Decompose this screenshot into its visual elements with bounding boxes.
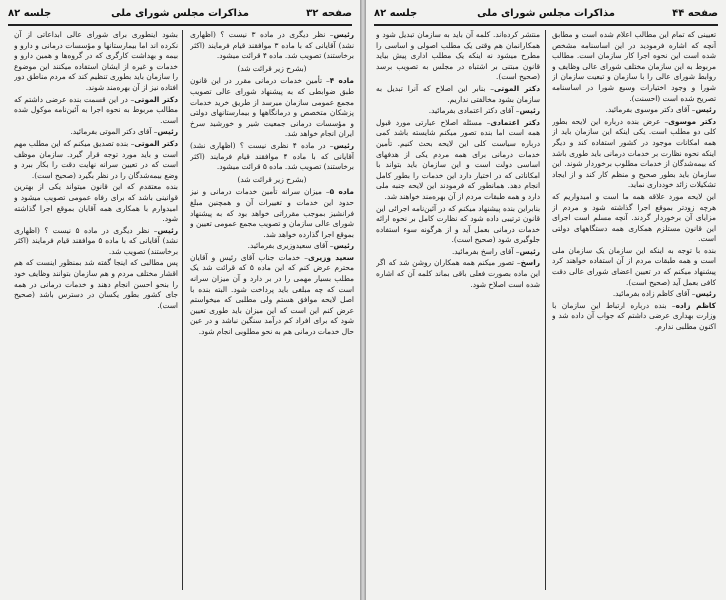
speaker-name: رئیس <box>519 246 540 256</box>
paragraph <box>376 258 540 290</box>
paragraph <box>190 175 354 186</box>
paragraph-text: – خدمات جناب آقای رئیس و آقایان محترم عرض کنم که این ماده ۵ که قرائت شد یک مطلب بسیار مهمی را در بر دارد و آن میزان سرانه است که چه مبلغی باید پرداخت شود. البته بنده با اصل لایحه موافق هستم ولی مطلبی که میخواستم عرض کنم این است که این میزان باید طوری تعیین شود که برای افراد کم درآمد سنگین نباشد و در عین حال خدمات درمانی هم به نحو مطلوبی انجام شود. <box>190 252 354 337</box>
left-header-title: مذاکرات مجلس شورای ملی <box>111 8 249 19</box>
left-page-header <box>8 6 352 22</box>
paragraph-text: پس مطالبی که اینجا گفته شد بمنظور اینست که هم اقشار مختلف مردم و هم سازمان بتوانند وظایف خود را بنحو احسن انجام دهند و خدمات درمانی در همه جای کشور بطور یکسان در دسترس باشد (صحیح است). <box>14 258 178 310</box>
right-header-title: مذاکرات مجلس شورای ملی <box>477 8 615 19</box>
paragraph-text: – بنده درباره ارتباط این سازمان با وزارت بهداری عرضی داشتم که جواب آن داده شد و اکنون مطلبی ندارم. <box>552 300 716 332</box>
speaker-name: دکتر الموتی <box>134 138 178 148</box>
paragraph <box>14 182 178 224</box>
paragraph-text: این لایحه مورد علاقه همه ما است و امیدواریم که هرچه زودتر بموقع اجرا گذاشته شود و مردم از مزایای آن برخوردار گردند. آنچه مسلم است اجرای این قانون مستلزم همکاری همه دستگاههای دولتی است. <box>552 191 716 244</box>
paragraph-text: – آقای دکتر الموتی بفرمائید. <box>70 127 158 137</box>
speaker-name: راسخ <box>520 258 540 268</box>
paragraph-text: – بنده تصدیق میکنم که این مطلب مهم است و باید مورد توجه قرار گیرد. سازمان موظف است که در تعیین سرانه نهایت دقت را بکار ببرد و وضع بیمه‌شدگان را در نظر بگیرد (صحیح است). <box>14 138 178 180</box>
paragraph <box>552 289 716 300</box>
paragraph-text: (بشرح زیر قرائت شد) <box>237 174 307 184</box>
right-page <box>366 0 726 600</box>
paragraph-text: بشود اینطوری برای شورای عالی ابداعاتی از آن نکرده اند اما بیمارستانها و مؤسسات درمانی و دارو و بیمه و بهداشت کارگری که در گروه‌ها و همین دارو و خدمات و غیره از ایشان استفاده میکنند این موضوع را سازمان باید بطوری تنظیم کند که مردم مناطق دور افتاده نیز از آن بهره‌مند شوند. <box>14 30 178 92</box>
paragraph-text: – در این قسمت بنده عرضی داشتم که مطالب مربوط به نحوه اجرا به آئین‌نامه موکول شده است. <box>14 94 178 125</box>
right-header-rule <box>374 24 718 26</box>
paragraph <box>190 241 354 252</box>
right-header-session: جلسه ۸۲ <box>374 8 418 19</box>
speaker-name: دکتر موسوی <box>668 116 716 126</box>
speaker-name: ماده ۴ <box>329 76 354 86</box>
paragraph <box>552 246 716 288</box>
right-page-header <box>374 6 718 22</box>
speaker-name: دکتر الموتی <box>493 83 540 93</box>
left-page <box>0 0 360 600</box>
right-page-column-left <box>376 30 540 590</box>
paragraph <box>376 204 540 246</box>
speaker-name: رئیس <box>695 105 716 115</box>
speaker-name: رئیس <box>333 140 354 150</box>
paragraph <box>376 118 540 203</box>
paragraph <box>552 105 716 116</box>
paragraph-text: – در ماده ۴ نظری نیست ؟ (اظهاری نشد) آقایانی که با ماده ۴ موافقند قیام فرمایند (اکثر برخاستند) تصویب شد. ماده ۵ قرائت میشود. <box>190 140 354 172</box>
paragraph <box>190 76 354 140</box>
paragraph <box>376 30 540 83</box>
paragraph <box>376 106 540 117</box>
left-page-column-right <box>190 30 354 590</box>
paragraph <box>14 226 178 258</box>
paragraph-text: بنده با توجه به اینکه این سازمان یک سازمان ملی است و همه طبقات مردم از آن استفاده خواهند کرد پیشنهاد میکنم که در تعیین اعضای شورای عالی دقت کافی بعمل آید (صحیح است). <box>552 245 716 287</box>
paragraph-text: – آقای سعیدوزیری بفرمائید. <box>247 241 334 251</box>
left-column-divider <box>182 30 183 590</box>
left-header-session: جلسه ۸۲ <box>8 8 52 19</box>
paragraph-text: – میزان سرانه تأمین خدمات درمانی و نیز حدود این خدمات و تغییرات آن و همچنین مبلغ فرانشیز بموجب مقرراتی خواهد بود که به پیشنهاد شورای عالی سازمان و تصویب مجمع عمومی تعیین و بموقع اجرا گذارده خواهد شد. <box>190 187 354 239</box>
paragraph <box>14 95 178 127</box>
paragraph <box>552 117 716 191</box>
paragraph-text: (بشرح زیر قرائت شد) <box>237 63 307 73</box>
paragraph-text: بنابراین بنده پیشنهاد میکنم که در آئین‌نامه اجرائی این قانون ترتیبی داده شود که نظارت کامل بر نحوه ارائه خدمات درمانی بعمل آید و از هرگونه سوء استفاده جلوگیری شود (صحیح است). <box>376 203 540 245</box>
right-header-page-number: صفحه ۴۴ <box>672 8 718 19</box>
paragraph-text: – آقای دکتر موسوی بفرمائید. <box>605 105 696 115</box>
paragraph-text: – تصور میکنم همه همکاران روشن شد که اگر این ماده بصورت فعلی باقی بماند کلمه آن که اشاره شده است اصلاح شود. <box>376 258 540 289</box>
paragraph <box>552 30 716 104</box>
speaker-name: رئیس <box>333 241 354 251</box>
speaker-name: رئیس <box>333 30 354 39</box>
paragraph-text: بنده معتقدم که این قانون میتواند یکی از بهترین قوانینی باشد که برای رفاه عمومی تصویب میشود و امیدوارم با همکاری همه آقایان بموقع اجرا گذاشته شود. <box>14 182 178 224</box>
paragraph <box>14 258 178 311</box>
paragraph-text: – بنابر این اصلاح که آنرا تبدیل به سازمان بشود مخالفتی نداریم. <box>376 83 540 104</box>
paragraph-text: – تأمین خدمات درمانی مقرر در این قانون طبق ضوابطی که به پیشنهاد شورای عالی تصویب مجمع عمومی سازمان میرسد از طریق خرید خدمات پزشکان متخصص و درمانگاهها و بیمارستانهای دولتی و مؤسسات درمانی جمعیت شیر و خورشید سرخ ایران انجام خواهد شد. <box>190 76 354 139</box>
paragraph-text: – آقای راسخ بفرمائید. <box>451 246 520 256</box>
left-header-rule <box>8 24 352 26</box>
paragraph-text: تعیینی که تمام این مطالب اعلام شده است و مطابق آنچه که اشاره فرمودید در این اساسنامه مشخص شده است این نحوه اجرا کار سازمان است. مطالب مربوط به این سازمان مختلف شورای عالی وظایف و روابط شورای عالی را با سازمان و تبعیت سازمان از شورا و وجود اختیارات وسیع شورا در اساسنامه تصریح شده است (احسنت). <box>552 30 716 103</box>
paragraph-text: – آقای دکتر اعتمادی بفرمائید. <box>428 106 520 116</box>
speaker-name: دکتر الموتی <box>134 94 178 104</box>
paragraph <box>190 187 354 240</box>
paragraph-text: – نظر دیگری در ماده ۵ نیست ؟ (اظهاری نشد) آقایانی که با ماده ۵ موافقند قیام فرمایند (اکثر برخاستند) تصویب شد. <box>14 225 178 256</box>
paragraph <box>190 141 354 173</box>
speaker-name: رئیس <box>157 225 178 235</box>
left-page-column-left <box>14 30 178 590</box>
right-page-column-right <box>552 30 716 590</box>
paragraph <box>190 253 354 338</box>
paragraph-text: – مسئله اصلاح عبارتی مورد قبول همه است اما بنده تصور میکنم شایسته باشد کمی درباره سیاست کلی این لایحه بحث کنیم. تأمین خدمات درمانی برای همه مردم یکی از هدفهای اساسی دولت است و این سازمان باید بتواند با امکاناتی که در اختیار دارد این خدمات را بطور کامل انجام دهد. همانطور که فرمودند این لایحه جنبه ملی دارد و همه طبقات مردم از آن بهره‌مند خواهند شد. <box>376 117 540 201</box>
paragraph <box>14 30 178 94</box>
paragraph <box>376 84 540 105</box>
paragraph <box>552 301 716 333</box>
speaker-name: ماده ۵ <box>329 187 354 197</box>
right-column-divider <box>545 30 546 590</box>
speaker-name: رئیس <box>157 127 178 137</box>
speaker-name: سعید وزیری <box>307 252 354 262</box>
paragraph-text: منتشر کرده‌اند. کلمه آن باید به سازمان تبدیل شود و همکارانمان هم وقتی یک مطلب اصولی و اساسی را مطرح میشود نه اینکه یک مطلب اداری پیش بیاید قانون مبتنی بر اشتباه در مجلس به تصویب برسد (صحیح است). <box>376 30 540 82</box>
speaker-name: دکتر اعتمادی <box>490 117 540 127</box>
left-header-page-number: صفحه ۳۲ <box>306 8 352 19</box>
paragraph <box>190 64 354 75</box>
paragraph-text: – نظر دیگری در ماده ۳ نیست ؟ (اظهاری نشد) آقایانی که با ماده ۳ موافقند قیام فرمایند (اکثر برخاستند) تصویب شد. ماده ۴ قرائت میشود. <box>190 30 354 61</box>
paragraph <box>552 192 716 245</box>
paragraph-text: – عرض بنده درباره این لایحه بطور کلی دو مطلب است. یکی اینکه این سازمان باید از همه امکانات موجود در کشور استفاده کند و دیگر اینکه نحوه نظارت بر خدمات درمانی باید طوری باشد که بیمه‌شدگان از خدمات مطلوب برخوردار شوند. این سازمان باید بطور صحیح و منظم کار کند و از ایجاد تشکیلات زائد خودداری نماید. <box>552 116 716 190</box>
speaker-name: کاظم زاده <box>675 300 716 310</box>
paragraph <box>14 139 178 181</box>
paragraph-text: – آقای کاظم زاده بفرمائید. <box>612 289 696 299</box>
paragraph <box>14 127 178 138</box>
speaker-name: رئیس <box>519 106 540 116</box>
paragraph <box>376 247 540 258</box>
speaker-name: رئیس <box>695 289 716 299</box>
paragraph <box>190 30 354 62</box>
